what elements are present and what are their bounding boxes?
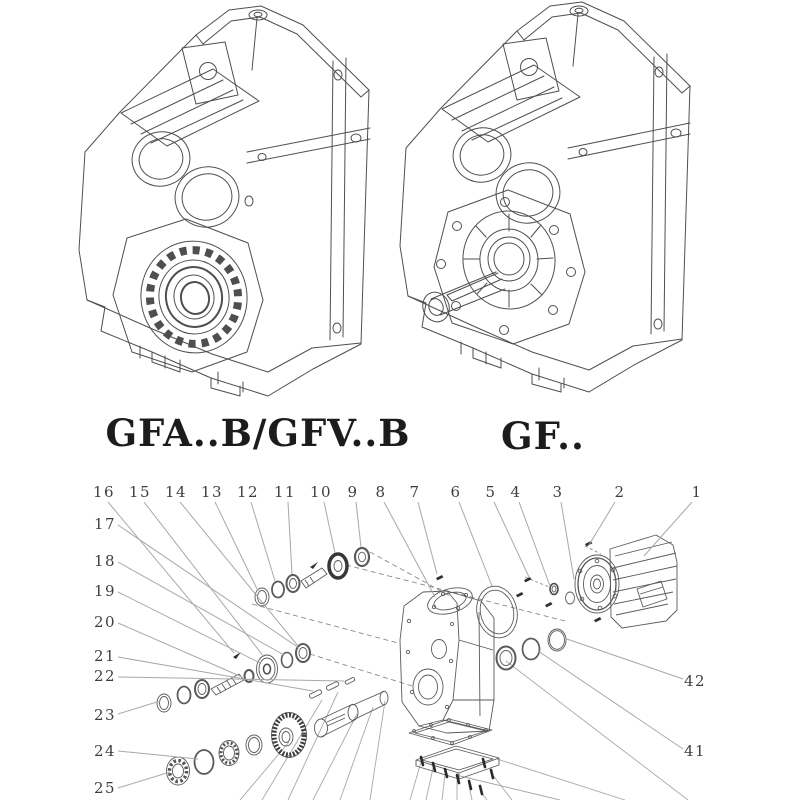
callout-leader-line-10 [324, 502, 335, 553]
intermediate-gear [257, 655, 278, 683]
callout-number-22: 22 [93, 667, 117, 685]
callout-number-42: 42 [683, 672, 707, 690]
callout-number-21: 21 [93, 647, 117, 665]
callout-leader-line-22 [118, 677, 344, 681]
bearing [287, 575, 300, 592]
callout-leader-line-24 [118, 751, 198, 759]
callout-leader-line-1 [644, 502, 692, 556]
gear-housing [400, 583, 494, 733]
callout-leader-line-12 [251, 502, 275, 581]
gearbox-drawing-hollow-shaft [79, 6, 370, 396]
callout-number-12: 12 [236, 483, 260, 501]
callout-leader-line-2 [589, 502, 615, 545]
input-bore-boss [126, 125, 196, 192]
pin [345, 677, 356, 685]
screw [516, 592, 523, 597]
bearing [296, 644, 310, 662]
input-gear [329, 554, 347, 578]
callout-number-7: 7 [409, 483, 421, 501]
callout-leader-line-3 [561, 502, 574, 579]
key [326, 681, 340, 691]
exploded-parts-diagram [93, 483, 706, 800]
callout-leader-line-25 [118, 772, 170, 788]
callout-number-18: 18 [93, 552, 117, 570]
snap-ring [178, 687, 191, 704]
splined-shaft [211, 674, 244, 695]
callout-number-6: 6 [450, 483, 462, 501]
callout-number-13: 13 [200, 483, 224, 501]
callout-number-14: 14 [164, 483, 188, 501]
bearing [195, 680, 209, 698]
callout-number-1: 1 [691, 483, 703, 501]
callout-number-10: 10 [309, 483, 333, 501]
oil-plug [249, 10, 267, 20]
intermediate-bore [432, 640, 447, 659]
pan-gasket [409, 719, 492, 745]
screw [545, 602, 552, 607]
bearing [355, 548, 369, 566]
intermediate-bore-boss [168, 160, 245, 235]
callout-number-8: 8 [375, 483, 387, 501]
callout-number-19: 19 [93, 582, 117, 600]
callout-leader-line-13 [215, 502, 258, 591]
screw [594, 617, 601, 622]
callout-number-17: 17 [93, 515, 117, 533]
callout-leader-line-21 [118, 657, 313, 691]
callout-leader-line-5 [494, 502, 529, 577]
callout-leader-line-23 [118, 701, 160, 714]
bushing [550, 584, 558, 595]
callout-number-20: 20 [93, 613, 117, 631]
screw [436, 575, 443, 580]
callout-leader-line-9 [356, 502, 361, 547]
gear-hub [264, 664, 271, 674]
bearing [497, 647, 516, 670]
callout-number-3: 3 [552, 483, 564, 501]
callout-leader-line-4 [519, 502, 550, 586]
callout-number-41: 41 [683, 742, 707, 760]
callout-number-25: 25 [93, 779, 117, 797]
callout-leader-line-7 [418, 502, 437, 574]
model-label-right: GF.. [501, 414, 585, 458]
model-label-left: GFA..B/GFV..B [105, 411, 411, 455]
cut-off-leader-lines [240, 661, 688, 800]
callout-number-16: 16 [92, 483, 116, 501]
input-flange-face [425, 583, 476, 619]
arrow-marker [310, 562, 318, 569]
callout-number-11: 11 [273, 483, 297, 501]
input-shaft-parts [255, 548, 369, 606]
callout-number-4: 4 [510, 483, 522, 501]
seal-ring [272, 582, 284, 598]
callout-leader-line-11 [288, 502, 292, 574]
output-bore [413, 669, 443, 705]
input-bore-boss [447, 121, 517, 188]
callout-leader-line-20 [118, 623, 242, 677]
callout-number-5: 5 [485, 483, 497, 501]
ring [548, 629, 566, 651]
callout-number-9: 9 [347, 483, 359, 501]
callout-leader-line-16 [108, 502, 234, 653]
callout-leader-line-19 [118, 592, 260, 663]
pinion-shaft [301, 568, 327, 588]
callout-leader-line-6 [459, 502, 492, 586]
callout-leader-line-8 [384, 502, 435, 597]
callout-leader-line-41 [538, 651, 683, 749]
callout-number-23: 23 [93, 706, 117, 724]
callout-number-15: 15 [128, 483, 152, 501]
callout-layer [93, 483, 706, 797]
snap-ring [523, 639, 540, 660]
callout-leader-line-42 [564, 638, 683, 679]
washer [566, 592, 575, 604]
fastener-parts [436, 541, 601, 622]
callout-number-24: 24 [93, 742, 117, 760]
oil-plug [570, 6, 588, 16]
gearbox-drawing-solid-shaft [400, 2, 690, 392]
snap-ring [195, 750, 214, 774]
callout-number-2: 2 [614, 483, 626, 501]
assembly-axis-lines [252, 546, 601, 686]
